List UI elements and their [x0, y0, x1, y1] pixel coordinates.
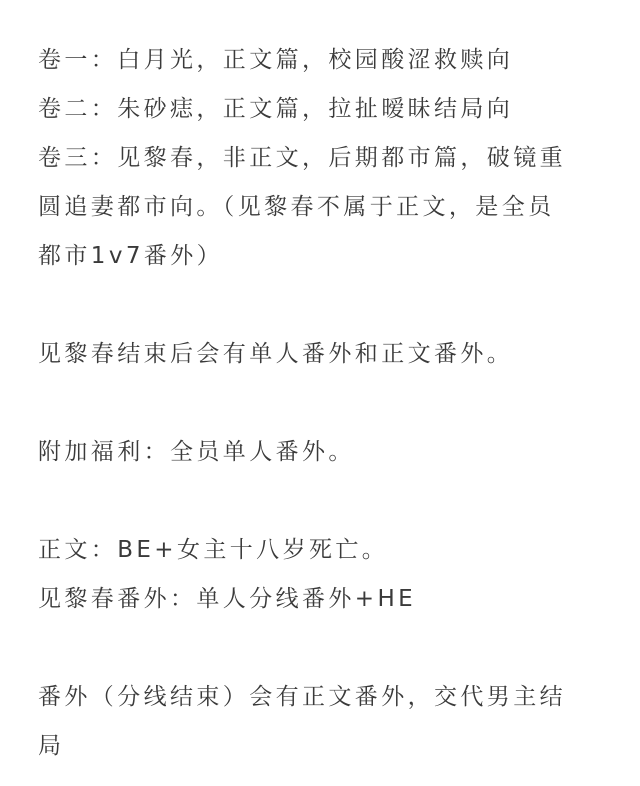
- text-line-volume-three-cont: 圆追妻都市向。（见黎春不属于正文，是全员: [38, 194, 555, 220]
- paragraph-gap: [38, 379, 618, 428]
- extras-after-paragraph: [38, 330, 618, 379]
- text-line-closing-end: 局: [38, 733, 65, 759]
- paragraph-gap: [38, 624, 618, 673]
- text-line-extras-after: 见黎春结束后会有单人番外和正文番外。: [38, 341, 514, 367]
- text-line-closing: 番外（分线结束）会有正文番外，交代男主结: [38, 684, 566, 710]
- text-line-extra-ending: 见黎春番外：单人分线番外+HE: [38, 586, 417, 612]
- text-line-bonus: 附加福利：全员单人番外。: [38, 439, 355, 465]
- paragraph-gap: [38, 477, 618, 526]
- text-line-volume-three-end: 都市1v7番外）: [38, 243, 224, 269]
- volume-list-paragraph: [38, 36, 618, 281]
- bonus-paragraph: [38, 428, 618, 477]
- text-line-volume-two: 卷二：朱砂痣，正文篇，拉扯暧昧结局向: [38, 96, 514, 122]
- text-line-main-ending: 正文：BE+女主十八岁死亡。: [38, 537, 389, 563]
- paragraph-gap: [38, 281, 618, 330]
- text-line-volume-three: 卷三：见黎春，非正文，后期都市篇，破镜重: [38, 145, 566, 171]
- endings-paragraph: [38, 526, 618, 624]
- text-line-volume-one: 卷一：白月光，正文篇，校园酸涩救赎向: [38, 47, 514, 73]
- document-body: [38, 36, 618, 771]
- closing-paragraph: [38, 673, 618, 771]
